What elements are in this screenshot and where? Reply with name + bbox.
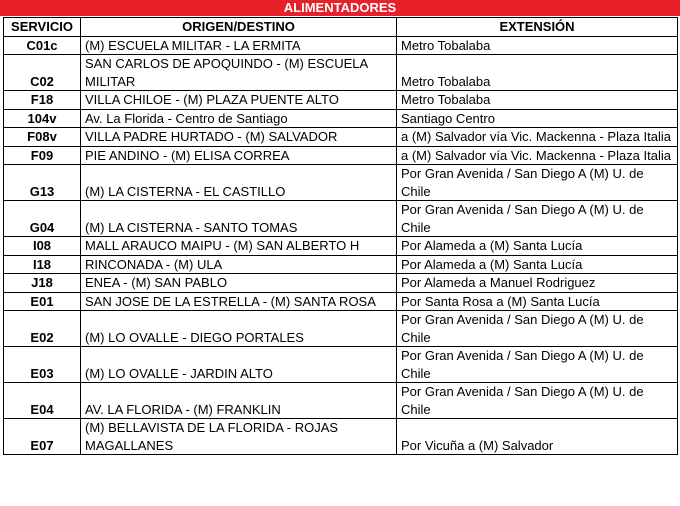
extension-cell: Por Gran Avenida / San Diego A (M) U. de Chile (397, 201, 678, 237)
extension-cell: a (M) Salvador vía Vic. Mackenna - Plaza Italia (397, 146, 678, 165)
origen-destino-cell: Av. La Florida - Centro de Santiago (81, 109, 397, 128)
extension-cell: Por Alameda a (M) Santa Lucía (397, 237, 678, 256)
table-row (4, 128, 678, 147)
servicio-cell: F08v (4, 128, 81, 147)
servicio-cell: F09 (4, 146, 81, 165)
servicio-cell: J18 (4, 274, 81, 293)
servicio-cell: I18 (4, 255, 81, 274)
table-row (4, 255, 678, 274)
origen-destino-cell: PIE ANDINO - (M) ELISA CORREA (81, 146, 397, 165)
origen-destino-cell: SAN CARLOS DE APOQUINDO - (M) ESCUELA MILITAR (81, 55, 397, 91)
header-row (4, 18, 678, 37)
origen-destino-cell: (M) LO OVALLE - JARDIN ALTO (81, 347, 397, 383)
table-banner: ALIMENTADORES (0, 0, 680, 16)
origen-destino-cell: VILLA PADRE HURTADO - (M) SALVADOR (81, 128, 397, 147)
servicio-cell: C01c (4, 36, 81, 55)
origen-destino-cell: VILLA CHILOE - (M) PLAZA PUENTE ALTO (81, 91, 397, 110)
table-row (4, 109, 678, 128)
extension-cell: Por Alameda a (M) Santa Lucía (397, 255, 678, 274)
origen-destino-cell: ENEA - (M) SAN PABLO (81, 274, 397, 293)
extension-cell: Santiago Centro (397, 109, 678, 128)
extension-cell: Por Vicuña a (M) Salvador (397, 419, 678, 455)
table-row (4, 201, 678, 237)
header-servicio: SERVICIO (4, 18, 81, 37)
extension-cell: Metro Tobalaba (397, 36, 678, 55)
origen-destino-cell: AV. LA FLORIDA - (M) FRANKLIN (81, 383, 397, 419)
origen-destino-cell: (M) LA CISTERNA - SANTO TOMAS (81, 201, 397, 237)
origen-destino-cell: RINCONADA - (M) ULA (81, 255, 397, 274)
servicio-cell: E02 (4, 311, 81, 347)
servicio-cell: G04 (4, 201, 81, 237)
extension-cell: Por Gran Avenida / San Diego A (M) U. de Chile (397, 165, 678, 201)
table-row (4, 311, 678, 347)
extension-cell: Por Alameda a Manuel Rodriguez (397, 274, 678, 293)
origen-destino-cell: (M) BELLAVISTA DE LA FLORIDA - ROJAS MAGALLANES (81, 419, 397, 455)
table-row (4, 36, 678, 55)
table-row (4, 55, 678, 91)
origen-destino-cell: (M) ESCUELA MILITAR - LA ERMITA (81, 36, 397, 55)
extension-cell: Por Gran Avenida / San Diego A (M) U. de Chile (397, 311, 678, 347)
table-row (4, 165, 678, 201)
table-row (4, 146, 678, 165)
servicio-cell: C02 (4, 55, 81, 91)
extension-cell: Por Gran Avenida / San Diego A (M) U. de Chile (397, 347, 678, 383)
extension-cell: a (M) Salvador vía Vic. Mackenna - Plaza Italia (397, 128, 678, 147)
servicio-cell: E07 (4, 419, 81, 455)
origen-destino-cell: (M) LA CISTERNA - EL CASTILLO (81, 165, 397, 201)
extension-cell: Por Gran Avenida / San Diego A (M) U. de Chile (397, 383, 678, 419)
servicio-cell: I08 (4, 237, 81, 256)
extension-cell: Por Santa Rosa a (M) Santa Lucía (397, 292, 678, 311)
table-row (4, 292, 678, 311)
header-extension: EXTENSIÓN (397, 18, 678, 37)
servicio-cell: E03 (4, 347, 81, 383)
servicio-cell: G13 (4, 165, 81, 201)
servicio-cell: 104v (4, 109, 81, 128)
table-row (4, 274, 678, 293)
table-row (4, 347, 678, 383)
header-origen-destino: ORIGEN/DESTINO (81, 18, 397, 37)
feeder-routes-table (3, 17, 678, 455)
origen-destino-cell: MALL ARAUCO MAIPU - (M) SAN ALBERTO H (81, 237, 397, 256)
servicio-cell: E04 (4, 383, 81, 419)
extension-cell: Metro Tobalaba (397, 55, 678, 91)
servicio-cell: F18 (4, 91, 81, 110)
origen-destino-cell: SAN JOSE DE LA ESTRELLA - (M) SANTA ROSA (81, 292, 397, 311)
table-row (4, 91, 678, 110)
servicio-cell: E01 (4, 292, 81, 311)
table-row (4, 383, 678, 419)
origen-destino-cell: (M) LO OVALLE - DIEGO PORTALES (81, 311, 397, 347)
table-row (4, 237, 678, 256)
table-row (4, 419, 678, 455)
extension-cell: Metro Tobalaba (397, 91, 678, 110)
